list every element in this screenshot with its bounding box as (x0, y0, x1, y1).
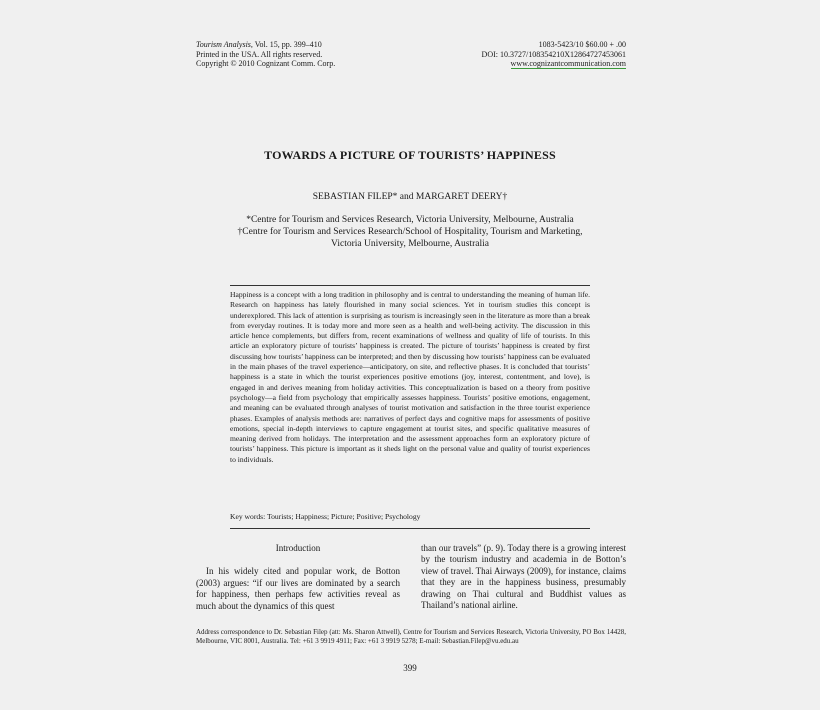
authors: SEBASTIAN FILEP* and MARGARET DEERY† (312, 192, 508, 202)
affiliation-2: †Centre for Tourism and Services Research/School of Hospitality, Tourism and Marketing, (237, 227, 583, 237)
journal-citation (196, 40, 335, 50)
copyright-line: Copyright © 2010 Cognizant Comm. Corp. (196, 59, 336, 68)
doi-line: DOI: 10.3727/108354210X12864727453061 (481, 49, 626, 59)
publisher-link[interactable]: www.cognizantcommunication.com (510, 59, 626, 68)
affiliations (0, 214, 820, 250)
body-column-left (196, 543, 400, 612)
body-column-right (421, 543, 626, 611)
printed-line: Printed in the USA. All rights reserved. (196, 49, 323, 59)
keywords: Key words: Tourists; Happiness; Picture; Positive; Psychology (230, 512, 421, 521)
section-heading: Introduction (275, 543, 321, 553)
volume-pages: , Vol. 15, pp. 399–410 (250, 40, 322, 49)
affiliation-3: Victoria University, Melbourne, Australia (331, 239, 489, 249)
journal-name: Tourism Analysis (196, 40, 251, 49)
abstract-top-rule (230, 285, 590, 286)
abstract-bottom-rule (230, 528, 590, 529)
affiliation-1: *Centre for Tourism and Services Research, Victoria University, Melbourne, Australia (246, 215, 574, 225)
page-number: 399 (403, 663, 417, 673)
paragraph-left: In his widely cited and popular work, de Botton (2003) argues: “if our lives are dominated by a search for happiness, then perhaps few activities reveal as much about the dynamics of this quest (196, 566, 400, 611)
correspondence-footnote: Address correspondence to Dr. Sebastian Filep (att: Ms. Sharon Attwell), Centre for Tourism and Services Research, Victoria University, PO Box 14428, Melbourne, VIC 8001, Australia. Tel: +61 3 9919 4911; Fax: +61 3 9919 5278; E-mail: Sebastian.Filep@vu.edu.au (196, 628, 626, 645)
abstract: Happiness is a concept with a long tradition in philosophy and is central to understanding the meaning of human life. Research on happiness has lately flourished in many social sciences. Yet in tourism studies this concept is underexplored. This lack of attention is surprising as tourism is increasingly seen in the literature as more than a break from everyday routines. It is today more and more seen as a health and well-being activity. The discussion in this article hence complements, but differs from, recent examinations of wellness and quality of life of tourists. In this article an exploratory picture of tourists’ happiness is created. The picture of tourists’ happiness is created by first discussing how tourists’ happiness can be interpreted; and then by discussing how tourists’ happiness can be evaluated in the main phases of the travel experience—anticipatory, on site, and reflective phases. It is concluded that tourists’ happiness is a state in which the tourist experiences positive emotions (joy, interest, contentment, and love), is engaged in and derives meaning from holiday activities. This conceptualization is based on a theory from positive psychology—a field from psychology that empirically assesses happiness. Tourists’ positive emotions, engagement, and meaning can be evaluated through analyses of tourist motivation and satisfaction in the three tourist experience phases. Examples of analysis methods are: narratives of perfect days and cognitive maps for assessments of positive emotions, special in-depth interviews to capture engagement at tourist sites, and specific qualitative measures of meaning derived from holidays. The interpretation and the assessment approaches form an exploratory picture of tourists’ happiness. This picture is important as it sheds light on the personal value and quality of tourist experiences to individuals. (230, 290, 590, 464)
header-right (482, 40, 626, 69)
article-title: TOWARDS A PICTURE OF TOURISTS’ HAPPINESS (264, 148, 556, 162)
issn-line: 1083-5423/10 $60.00 + .00 (538, 40, 626, 49)
paragraph-right: than our travels” (p. 9). Today there is a growing interest by the tourism industry and academia in de Botton’s view of travel. Thai Airways (2009), for instance, claims that they are in the happiness business, presumably drawing on Thai cultural and Buddhist values as Thailand’s national airline. (421, 543, 626, 611)
header-left (196, 40, 335, 69)
